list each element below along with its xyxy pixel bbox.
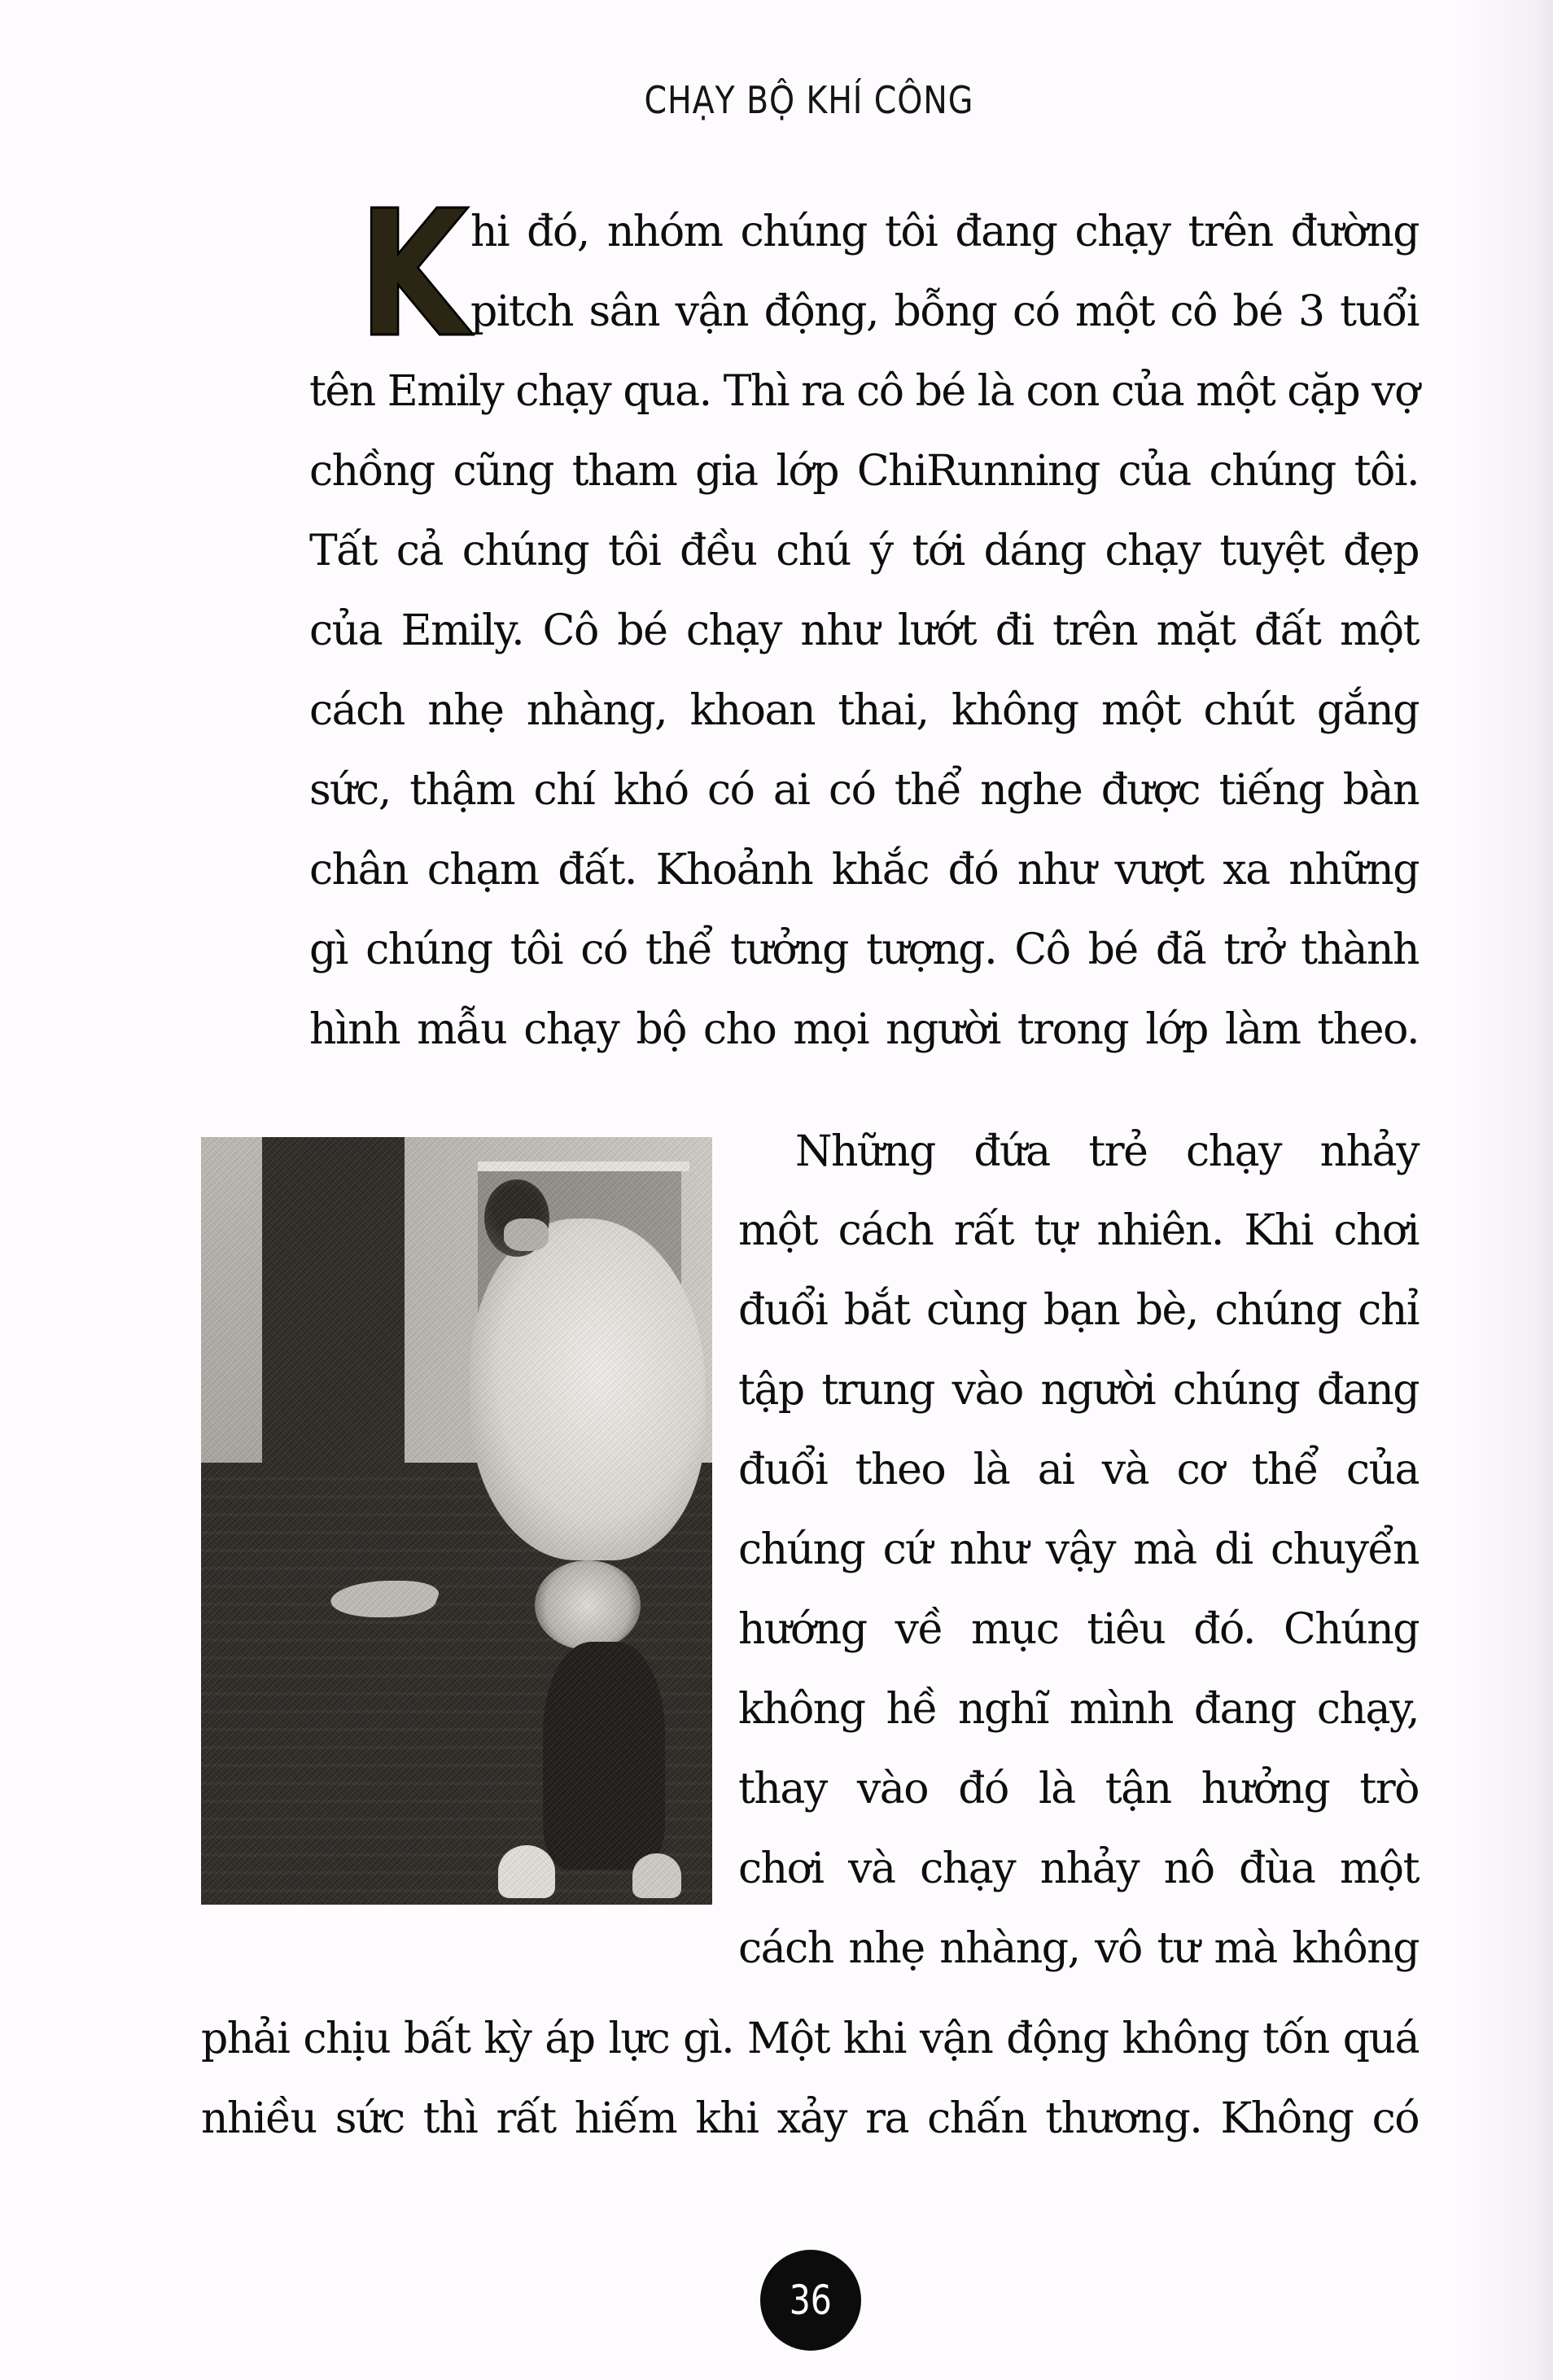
text-line: chồng cũng tham gia lớp ChiRunning của chúng tôi.	[309, 447, 1419, 496]
text-line: Tất cả chúng tôi đều chú ý tới dáng chạy tuyệt đẹp	[309, 527, 1419, 575]
text-line: một cách rất tự nhiên. Khi chơi	[738, 1206, 1419, 1255]
text-line: gì chúng tôi có thể tưởng tượng. Cô bé đã trở thành	[309, 925, 1419, 974]
text-line: sức, thậm chí khó có ai có thể nghe được tiếng bàn	[309, 766, 1419, 815]
text-line: nhiều sức thì rất hiếm khi xảy ra chấn thương. Không có	[201, 2094, 1419, 2143]
page-edge-shadow	[1455, 0, 1553, 2380]
text-line: không hề nghĩ mình đang chạy,	[738, 1685, 1419, 1734]
text-line: tập trung vào người chúng đang	[738, 1366, 1419, 1415]
text-line: hình mẫu chạy bộ cho mọi người trong lớp làm theo.	[309, 1005, 1419, 1054]
text-line: phải chịu bất kỳ áp lực gì. Một khi vận động không tốn quá	[201, 2015, 1419, 2063]
text-line: của Emily. Cô bé chạy như lướt đi trên mặt đất một	[309, 606, 1419, 655]
text-line: chơi và chạy nhảy nô đùa một	[738, 1844, 1419, 1893]
photo-grain-overlay	[201, 1137, 712, 1905]
page-number-badge	[760, 2250, 861, 2351]
running-header: CHẠY BỘ KHÍ CÔNG	[644, 78, 974, 122]
text-line: thay vào đó là tận hưởng trò	[738, 1765, 1419, 1813]
text-line: Những đứa trẻ chạy nhảy	[795, 1127, 1419, 1176]
text-line: tên Emily chạy qua. Thì ra cô bé là con của một cặp vợ	[309, 367, 1419, 416]
text-line: cách nhẹ nhàng, khoan thai, không một chút gắng	[309, 686, 1419, 735]
text-line: cách nhẹ nhàng, vô tư mà không	[738, 1924, 1419, 1973]
text-line: đuổi theo là ai và cơ thể của	[738, 1446, 1419, 1494]
text-line: hi đó, nhóm chúng tôi đang chạy trên đường	[470, 208, 1419, 256]
page-number: 36	[789, 2277, 833, 2324]
text-line: hướng về mục tiêu đó. Chúng	[738, 1605, 1419, 1654]
text-line: chân chạm đất. Khoảnh khắc đó như vượt xa những	[309, 846, 1419, 895]
text-line: chúng cứ như vậy mà di chuyển	[738, 1525, 1419, 1574]
figure-photo	[201, 1137, 712, 1905]
drop-cap: K	[358, 173, 468, 376]
text-line: pitch sân vận động, bỗng có một cô bé 3 tuổi	[470, 287, 1419, 336]
text-line: đuổi bắt cùng bạn bè, chúng chỉ	[738, 1286, 1419, 1335]
